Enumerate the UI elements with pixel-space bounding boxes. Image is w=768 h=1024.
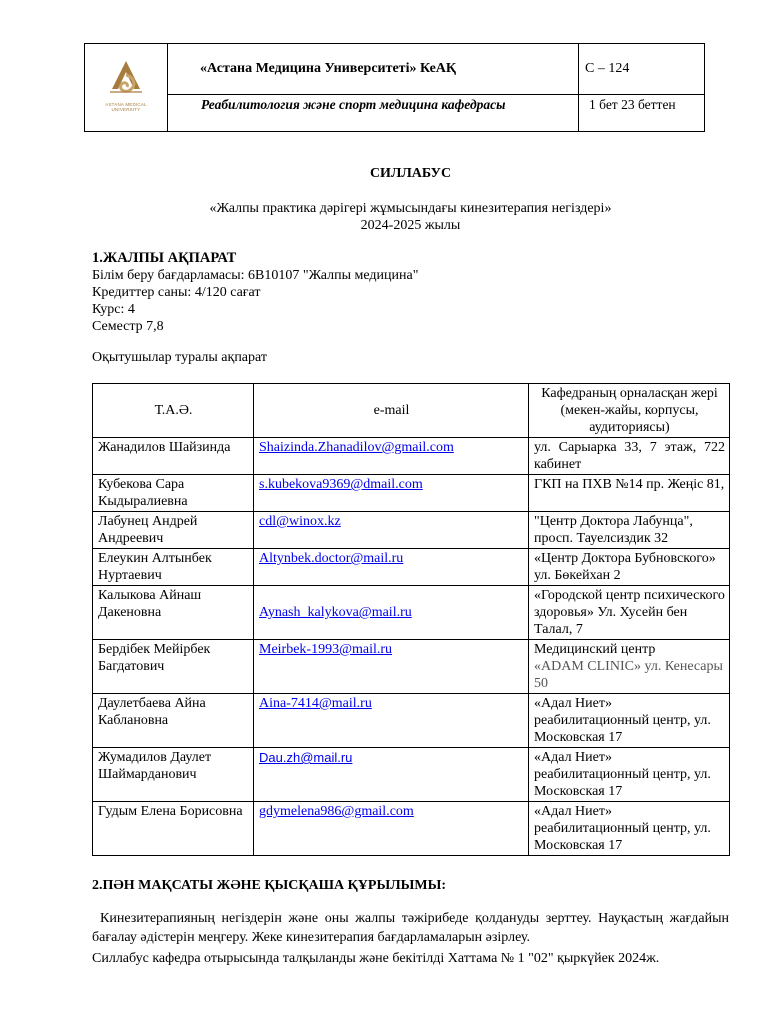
table-row	[93, 802, 730, 856]
university-logo	[96, 59, 156, 112]
logo-text-line1: ASTANA MEDICAL	[105, 102, 147, 107]
logo-icon	[104, 59, 148, 97]
email-link[interactable]: Aina-7414@mail.ru	[259, 696, 372, 711]
university-name: «Астана Медицина Университеті» КеАҚ	[168, 44, 579, 95]
email-link[interactable]: Meirbek-1993@mail.ru	[259, 642, 393, 657]
teacher-name: Бердібек Мейірбек Багдатович	[93, 640, 254, 694]
teacher-location: «Адал Ниет» реабилитационный центр, ул. Московская 17	[529, 694, 730, 748]
email-link[interactable]: Dau.zh@mail.ru	[259, 750, 353, 765]
location-part-a: Медицинский центр	[534, 642, 656, 657]
location-part-b: «ADAM CLINIC» ул. Кенесары 50	[534, 659, 723, 691]
teacher-name: Кубекова Сара Кыдыралиевна	[93, 475, 254, 512]
academic-year: 2024-2025 жылы	[360, 218, 461, 233]
col-header-email: e-mail	[254, 384, 529, 438]
paragraph-aims: Кинезитерапияның негіздерін және оны жалпы тәжірибеде қолдануды зерттеу. Науқастың жағдайын бағалау әдістерін меңгеру. Жеке кинезитерапия бағдарламаларын әзірлеу.	[92, 911, 729, 945]
email-link[interactable]: Altynbek.doctor@mail.ru	[259, 551, 404, 566]
header-table	[84, 43, 705, 132]
email-link[interactable]: cdl@winox.kz	[259, 514, 341, 529]
table-row	[93, 640, 730, 694]
email-link[interactable]: gdymelena986@gmail.com	[259, 804, 414, 819]
table-row	[93, 748, 730, 802]
table-row	[93, 586, 730, 640]
email-link[interactable]: Shaizinda.Zhanadilov@gmail.com	[259, 440, 454, 455]
teacher-name: Елеукин Алтынбек Нуртаевич	[93, 549, 254, 586]
program-line: Білім беру бағдарламасы: 6В10107 "Жалпы медицина"	[92, 268, 419, 283]
table-header-row	[93, 384, 730, 438]
col-header-location: Кафедраның орналасқан жері (мекен-жайы, корпусы, аудиториясы)	[529, 384, 730, 438]
teacher-name: Калыкова Айнаш Дакеновна	[93, 586, 254, 640]
table-row	[93, 475, 730, 512]
paragraph-approval: Силлабус кафедра отырысында талқыланды және бекітілді Хаттама № 1 "02" қыркүйек 2024ж.	[92, 951, 660, 966]
department-name: Реабилитология және спорт медицина кафедрасы	[168, 95, 579, 132]
semester-line: Семестр 7,8	[92, 319, 164, 334]
teachers-table	[92, 383, 730, 856]
table-row	[93, 438, 730, 475]
col-header-name: Т.А.Ә.	[93, 384, 254, 438]
logo-cell	[85, 44, 168, 132]
email-link[interactable]: s.kubekova9369@dmail.com	[259, 477, 423, 492]
teacher-location: «Городской центр психического здоровья» Ул. Хусейн бен Талал, 7	[529, 586, 730, 640]
teacher-location: ул. Сарыарка 33, 7 этаж, 722 кабинет	[529, 438, 730, 475]
section2-heading: 2.ПӘН МАҚСАТЫ ЖӘНЕ ҚЫСҚАША ҚҰРЫЛЫМЫ:	[92, 878, 447, 893]
document-subtitle	[0, 200, 768, 234]
document-code: С – 124	[579, 44, 705, 95]
table-row	[93, 549, 730, 586]
teacher-location: "Центр Доктора Лабунца", просп. Тауелсиздик 32	[529, 512, 730, 549]
teacher-name: Жумадилов Даулет Шаймарданович	[93, 748, 254, 802]
course-name: «Жалпы практика дәрігері жұмысындағы кинезитерапия негіздері»	[209, 201, 612, 216]
table-row	[93, 512, 730, 549]
section1-heading: 1.ЖАЛПЫ АҚПАРАТ	[92, 250, 237, 266]
logo-text-line2: UNIVERSITY	[111, 107, 141, 112]
email-link[interactable]: Aynash_kalykova@mail.ru	[259, 605, 412, 620]
teacher-name: Гудым Елена Борисовна	[93, 802, 254, 856]
teacher-location	[529, 640, 730, 694]
teacher-name: Жанадилов Шайзинда	[93, 438, 254, 475]
teachers-label: Оқытушылар туралы ақпарат	[92, 350, 267, 365]
document-title: СИЛЛАБУС	[369, 166, 452, 181]
general-info-section	[92, 250, 418, 335]
credits-line: Кредиттер саны: 4/120 сағат	[92, 285, 261, 300]
course-line: Курс: 4	[92, 302, 135, 317]
teacher-location: «Адал Ниет» реабилитационный центр, ул. Московская 17	[529, 802, 730, 856]
teacher-location: ГКП на ПХВ №14 пр. Жеңіс 81,	[529, 475, 730, 512]
teacher-location: «Центр Доктора Бубновского» ул. Бөкейхан 2	[529, 549, 730, 586]
page-count: 1 бет 23 беттен	[579, 95, 705, 132]
teacher-name: Даулетбаева Айна Каблановна	[93, 694, 254, 748]
teacher-name: Лабунец Андрей Андреевич	[93, 512, 254, 549]
table-row	[93, 694, 730, 748]
teacher-location: «Адал Ниет» реабилитационный центр, ул. Московская 17	[529, 748, 730, 802]
section2-body	[92, 909, 729, 968]
